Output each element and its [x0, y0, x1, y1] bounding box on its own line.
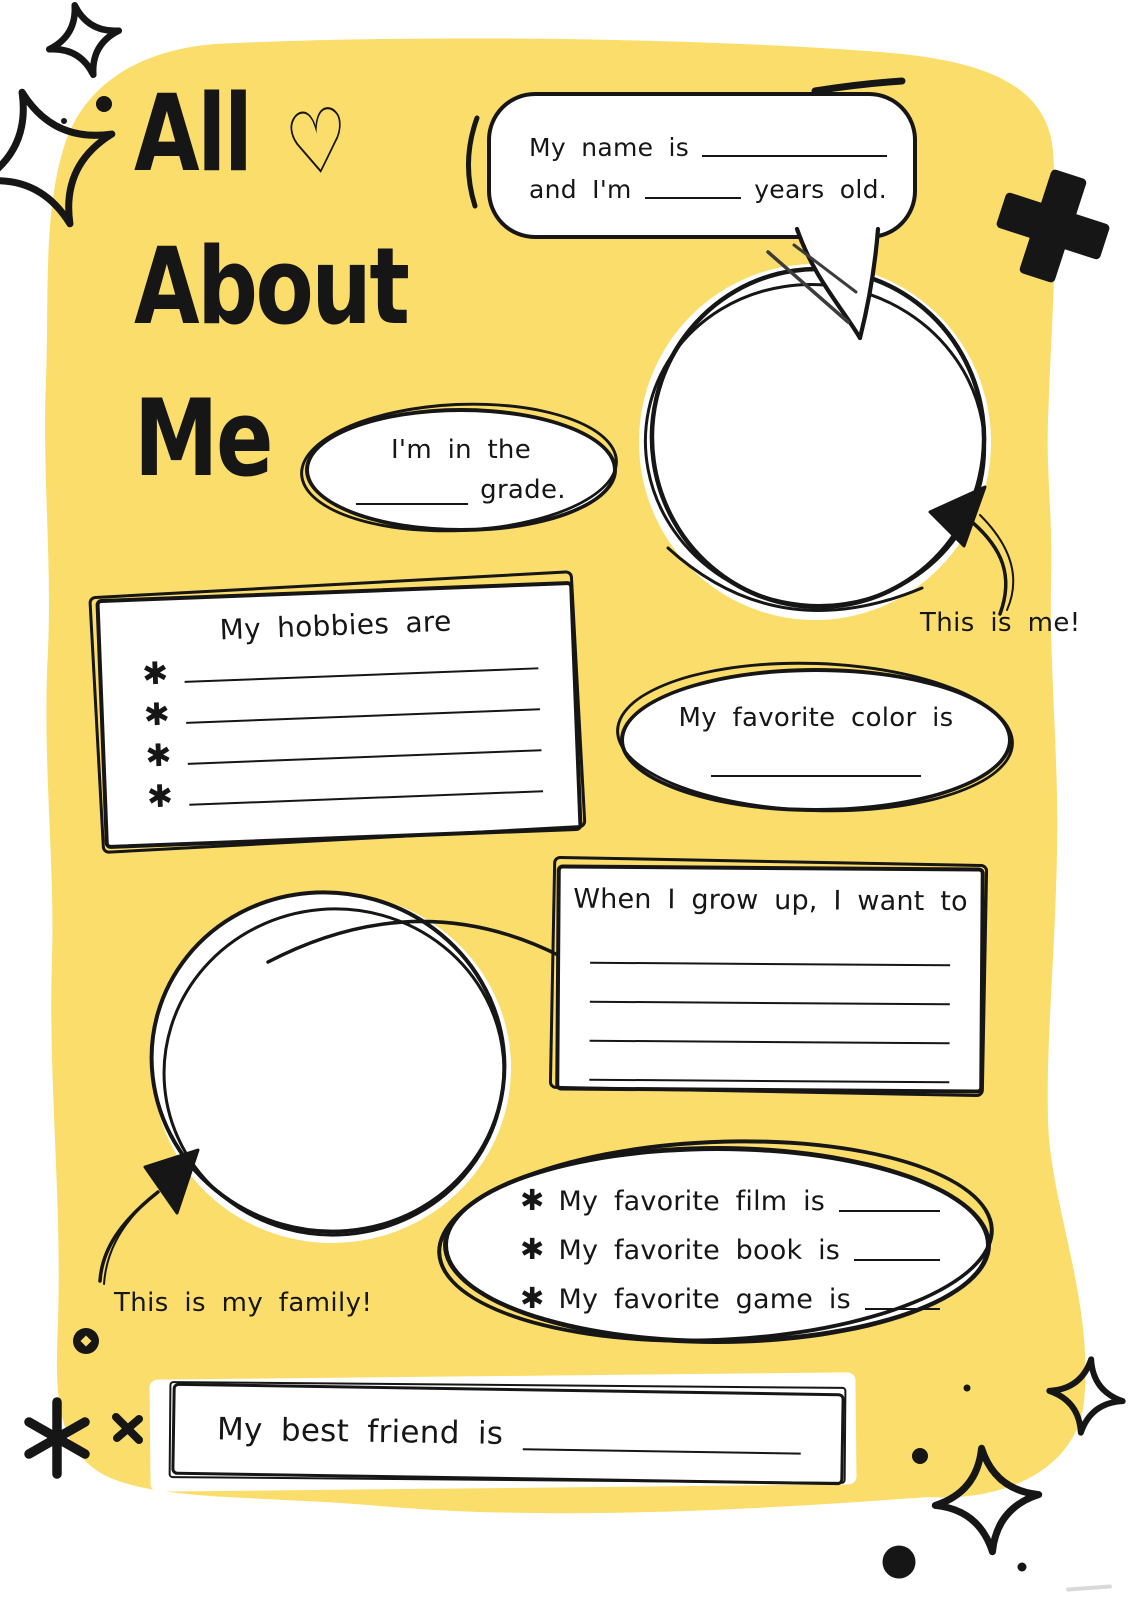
- asterisk-bullet-icon: ✱: [141, 655, 170, 693]
- hobby-blank-4[interactable]: [190, 790, 544, 806]
- asterisk-bullet-icon: ✱: [520, 1281, 545, 1316]
- this-is-me-label: This is me!: [920, 608, 1081, 638]
- title-word-about: About: [134, 224, 408, 348]
- me-circle-outline: [630, 248, 1006, 629]
- favorite-film-blank[interactable]: [839, 1186, 940, 1212]
- favorite-row: [520, 1275, 940, 1315]
- hobbies-title: My hobbies are: [219, 604, 453, 647]
- hobbies-box: [95, 581, 582, 849]
- best-friend-box: [171, 1383, 844, 1486]
- grow-up-blank-4[interactable]: [589, 1042, 949, 1084]
- asterisk-bullet-icon: ✱: [146, 778, 174, 816]
- name-blank[interactable]: [702, 129, 887, 157]
- best-friend-label: My best friend is: [216, 1411, 504, 1452]
- age-blank[interactable]: [645, 171, 742, 199]
- grade-oval: [305, 408, 617, 532]
- age-suffix-label: years old.: [754, 175, 887, 204]
- photo-frame-me[interactable]: [615, 248, 1014, 637]
- favorite-row: [520, 1177, 940, 1217]
- name-label: My name is: [529, 133, 690, 162]
- grow-up-blank-2[interactable]: [590, 964, 950, 1006]
- grow-up-blank-1[interactable]: [590, 925, 950, 967]
- asterisk-bullet-icon: ✱: [520, 1232, 545, 1267]
- favorite-color-label: My favorite color is: [678, 703, 954, 733]
- heart-icon: ♡: [280, 85, 355, 199]
- grade-suffix-label: grade.: [480, 475, 566, 505]
- grow-up-lines: [589, 925, 950, 1084]
- grade-blank[interactable]: [356, 479, 468, 505]
- grow-up-blank-3[interactable]: [590, 1003, 950, 1045]
- favorite-film-label: My favorite film is: [558, 1186, 826, 1217]
- title-word-all: All: [134, 72, 251, 195]
- grow-up-title: When I grow up, I want to: [573, 883, 968, 918]
- name-age-bubble: [487, 92, 917, 239]
- favorite-game-blank[interactable]: [865, 1284, 940, 1310]
- favorite-row: [520, 1226, 940, 1266]
- favorite-book-blank[interactable]: [854, 1235, 940, 1261]
- best-friend-blank[interactable]: [523, 1418, 801, 1454]
- asterisk-bullet-icon: ✱: [144, 737, 173, 775]
- grow-up-box: [555, 865, 985, 1094]
- favorite-book-label: My favorite book is: [558, 1235, 841, 1266]
- asterisk-bullet-icon: ✱: [143, 696, 171, 734]
- title-word-me: Me: [134, 377, 272, 501]
- arrowhead-family-icon: [145, 1150, 198, 1213]
- age-prefix-label: and I'm: [529, 175, 632, 204]
- grade-label-line1: I'm in the: [390, 435, 532, 465]
- favorite-game-label: My favorite game is: [558, 1284, 851, 1315]
- this-is-family-label: This is my family!: [114, 1288, 373, 1318]
- favorites-oval: [443, 1146, 991, 1344]
- favorite-color-blank[interactable]: [711, 751, 921, 777]
- arrow-to-family: [100, 1150, 198, 1284]
- asterisk-bullet-icon: ✱: [520, 1183, 545, 1218]
- favorite-color-oval: [620, 668, 1012, 812]
